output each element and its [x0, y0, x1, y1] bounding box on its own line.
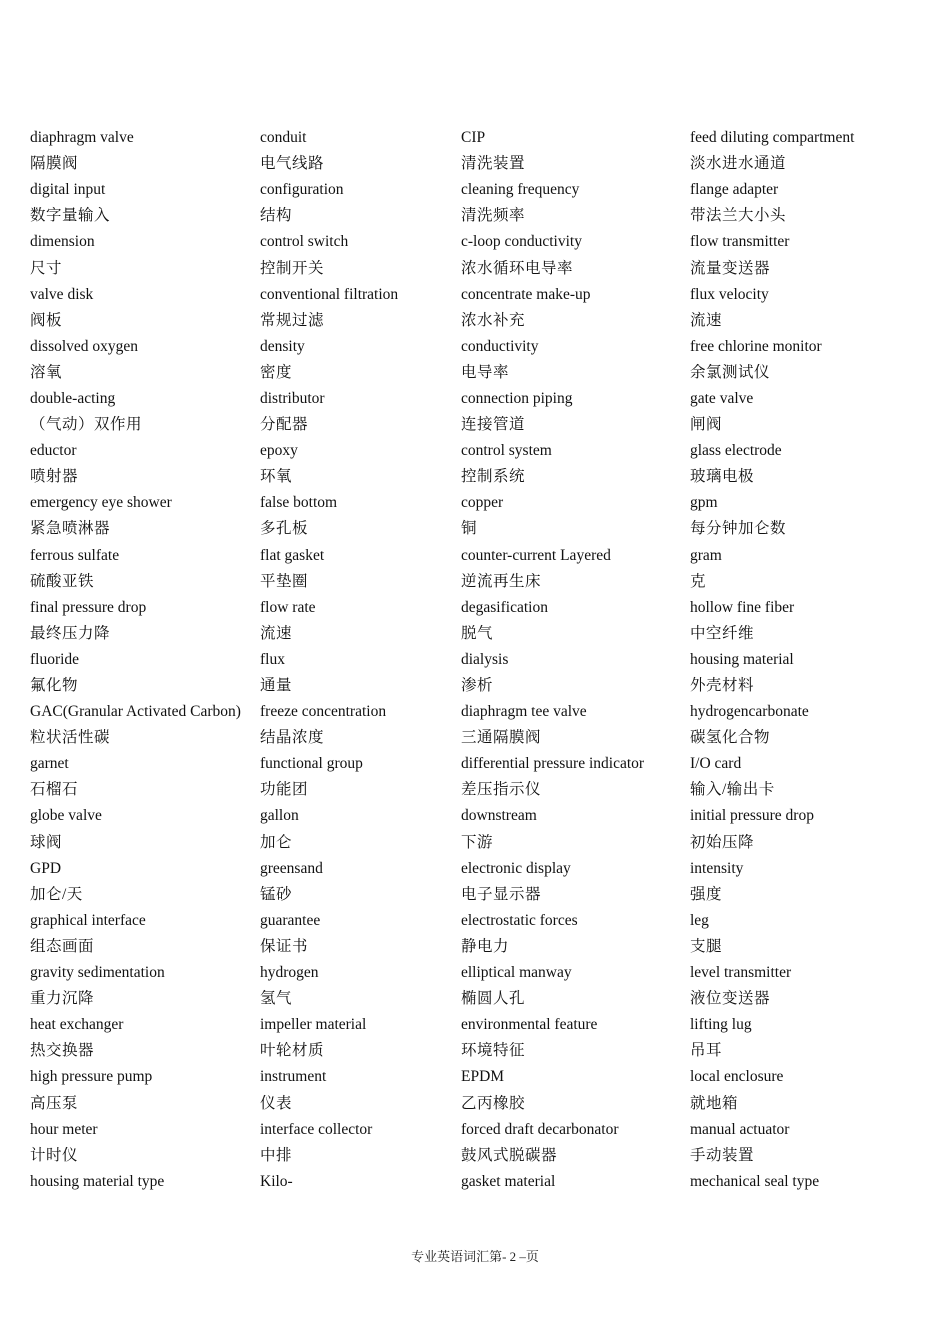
english-term: functional group — [260, 755, 363, 773]
english-term: gallon — [260, 807, 299, 825]
term-row-english — [30, 595, 930, 621]
term-row-chinese — [30, 569, 930, 595]
term-row-chinese — [30, 1090, 930, 1116]
chinese-translation: 流速 — [690, 311, 723, 329]
english-term: graphical interface — [30, 911, 146, 929]
english-term: cleaning frequency — [461, 181, 580, 199]
english-term: manual actuator — [690, 1120, 790, 1138]
english-term: distributor — [260, 389, 325, 407]
term-row-chinese — [30, 151, 930, 177]
term-row-chinese — [30, 673, 930, 699]
chinese-translation: 逆流再生床 — [461, 572, 542, 590]
chinese-translation: 常规过滤 — [260, 311, 325, 329]
term-row-english — [30, 803, 930, 829]
chinese-translation: 功能团 — [260, 781, 309, 799]
english-term: lifting lug — [690, 1016, 752, 1034]
term-row-english — [30, 856, 930, 882]
chinese-translation: 保证书 — [260, 937, 309, 955]
term-row-english — [30, 229, 930, 255]
english-term: glass electrode — [690, 442, 782, 460]
chinese-translation: 淡水进水通道 — [690, 155, 787, 173]
term-row-english — [30, 490, 930, 516]
english-term: flow transmitter — [690, 233, 790, 251]
chinese-translation: 溶氧 — [30, 363, 63, 381]
chinese-translation: 环境特征 — [461, 1042, 526, 1060]
term-row-chinese — [30, 255, 930, 281]
chinese-translation: 就地箱 — [690, 1094, 739, 1112]
chinese-translation: 吊耳 — [690, 1042, 723, 1060]
chinese-translation: 中排 — [260, 1146, 293, 1164]
english-term: flow rate — [260, 598, 316, 616]
page-footer: 专业英语词汇第- 2 –页 — [411, 1249, 539, 1264]
chinese-translation: 平垫圈 — [260, 572, 309, 590]
english-term: epoxy — [260, 442, 298, 460]
english-term: housing material — [690, 650, 794, 668]
chinese-translation: 加仑/天 — [30, 885, 83, 903]
chinese-translation: 输入/输出卡 — [690, 781, 775, 799]
english-term: housing material type — [30, 1172, 165, 1190]
chinese-translation: （气动）双作用 — [30, 416, 143, 434]
chinese-translation: 初始压降 — [690, 833, 755, 851]
term-row-english — [30, 1169, 930, 1195]
chinese-translation: 最终压力降 — [30, 624, 111, 642]
english-term: forced draft decarbonator — [461, 1120, 619, 1138]
term-row-english — [30, 1117, 930, 1143]
english-term: guarantee — [260, 911, 321, 929]
english-term: high pressure pump — [30, 1068, 153, 1086]
english-term: false bottom — [260, 494, 338, 512]
chinese-translation: 球阀 — [30, 833, 63, 851]
chinese-translation: 高压泵 — [30, 1094, 79, 1112]
english-term: EPDM — [461, 1068, 505, 1086]
term-row-chinese — [30, 882, 930, 908]
english-term: diaphragm valve — [30, 129, 134, 147]
english-term: flux — [260, 650, 285, 668]
english-term: copper — [461, 494, 504, 512]
term-row-chinese — [30, 464, 930, 490]
english-term: connection piping — [461, 389, 573, 407]
term-row-chinese — [30, 934, 930, 960]
chinese-translation: 尺寸 — [30, 259, 63, 277]
english-term: greensand — [260, 859, 323, 877]
term-row-english — [30, 177, 930, 203]
chinese-translation: 渗析 — [461, 677, 494, 695]
chinese-translation: 仪表 — [260, 1094, 293, 1112]
term-row-chinese — [30, 360, 930, 386]
english-term: gate valve — [690, 389, 754, 407]
term-row-chinese — [30, 308, 930, 334]
term-row-chinese — [30, 516, 930, 542]
english-term: conduit — [260, 129, 307, 147]
chinese-translation: 带法兰大小头 — [690, 207, 787, 225]
chinese-translation: 数字量输入 — [30, 207, 111, 225]
english-term: heat exchanger — [30, 1016, 124, 1034]
term-row-english — [30, 1064, 930, 1090]
chinese-translation: 清洗装置 — [461, 155, 526, 173]
english-term: electrostatic forces — [461, 911, 578, 929]
english-term: emergency eye shower — [30, 494, 172, 512]
english-term: I/O card — [690, 755, 742, 773]
english-term: interface collector — [260, 1120, 373, 1138]
english-term: flux velocity — [690, 285, 769, 303]
chinese-translation: 石榴石 — [30, 781, 79, 799]
chinese-translation: 电导率 — [461, 363, 510, 381]
term-row-english — [30, 699, 930, 725]
chinese-translation: 计时仪 — [30, 1146, 79, 1164]
term-row-chinese — [30, 986, 930, 1012]
chinese-translation: 控制系统 — [461, 468, 526, 486]
english-term: dimension — [30, 233, 95, 251]
chinese-translation: 克 — [690, 572, 707, 590]
chinese-translation: 结晶浓度 — [260, 729, 325, 747]
term-row-english — [30, 334, 930, 360]
chinese-translation: 乙丙橡胶 — [461, 1094, 526, 1112]
english-term: downstream — [461, 807, 537, 825]
chinese-translation: 阀板 — [30, 311, 63, 329]
chinese-translation: 外壳材料 — [690, 677, 755, 695]
english-term: hydrogen — [260, 964, 319, 982]
chinese-translation: 清洗频率 — [461, 207, 526, 225]
chinese-translation: 氟化物 — [30, 677, 79, 695]
chinese-translation: 余氯测试仪 — [690, 363, 771, 381]
chinese-translation: 浓水补充 — [461, 311, 526, 329]
term-row-chinese — [30, 412, 930, 438]
term-row-chinese — [30, 777, 930, 803]
chinese-translation: 每分钟加仑数 — [690, 520, 787, 538]
term-row-english — [30, 386, 930, 412]
chinese-translation: 粒状活性碳 — [30, 729, 111, 747]
english-term: flat gasket — [260, 546, 325, 564]
english-term: Kilo- — [260, 1172, 293, 1190]
english-term: digital input — [30, 181, 106, 199]
chinese-translation: 流速 — [260, 624, 293, 642]
term-row-english — [30, 125, 930, 151]
chinese-translation: 重力沉降 — [30, 990, 95, 1008]
chinese-translation: 热交换器 — [30, 1042, 95, 1060]
english-term: garnet — [30, 755, 69, 773]
vocabulary-grid — [30, 125, 930, 1195]
chinese-translation: 椭圆人孔 — [461, 990, 526, 1008]
english-term: level transmitter — [690, 964, 792, 982]
chinese-translation: 紧急喷淋器 — [30, 520, 111, 538]
chinese-translation: 环氧 — [260, 468, 293, 486]
english-term: dissolved oxygen — [30, 337, 139, 355]
chinese-translation: 叶轮材质 — [260, 1042, 325, 1060]
chinese-translation: 手动装置 — [690, 1146, 755, 1164]
english-term: differential pressure indicator — [461, 755, 645, 773]
chinese-translation: 连接管道 — [461, 416, 526, 434]
chinese-translation: 锰砂 — [260, 885, 293, 903]
english-term: freeze concentration — [260, 703, 387, 721]
english-term: initial pressure drop — [690, 807, 814, 825]
chinese-translation: 脱气 — [461, 624, 494, 642]
chinese-translation: 电子显示器 — [461, 885, 542, 903]
chinese-translation: 组态画面 — [30, 937, 95, 955]
english-term: feed diluting compartment — [690, 129, 855, 147]
english-term: conventional filtration — [260, 285, 399, 303]
chinese-translation: 通量 — [260, 677, 293, 695]
english-term: hollow fine fiber — [690, 598, 795, 616]
chinese-translation: 差压指示仪 — [461, 781, 542, 799]
english-term: gasket material — [461, 1172, 556, 1190]
english-term: GPD — [30, 859, 62, 877]
term-row-chinese — [30, 621, 930, 647]
english-term: electronic display — [461, 859, 571, 877]
english-term: counter-current Layered — [461, 546, 611, 564]
english-term: final pressure drop — [30, 598, 147, 616]
english-term: concentrate make-up — [461, 285, 591, 303]
term-row-english — [30, 543, 930, 569]
term-row-english — [30, 1012, 930, 1038]
english-term: CIP — [461, 129, 486, 147]
english-term: conductivity — [461, 337, 539, 355]
chinese-translation: 多孔板 — [260, 520, 309, 538]
english-term: local enclosure — [690, 1068, 784, 1086]
chinese-translation: 闸阀 — [690, 416, 723, 434]
english-term: eductor — [30, 442, 77, 460]
term-row-chinese — [30, 203, 930, 229]
chinese-translation: 中空纤维 — [690, 624, 755, 642]
english-term: hour meter — [30, 1120, 98, 1138]
chinese-translation: 静电力 — [461, 937, 510, 955]
term-row-chinese — [30, 1143, 930, 1169]
chinese-translation: 强度 — [690, 885, 723, 903]
english-term: intensity — [690, 859, 744, 877]
chinese-translation: 碳氢化合物 — [690, 729, 771, 747]
english-term: ferrous sulfate — [30, 546, 120, 564]
term-row-chinese — [30, 725, 930, 751]
english-term: density — [260, 337, 305, 355]
english-term: c-loop conductivity — [461, 233, 582, 251]
english-term: diaphragm tee valve — [461, 703, 587, 721]
english-term: gram — [690, 546, 722, 564]
chinese-translation: 液位变送器 — [690, 990, 771, 1008]
english-term: degasification — [461, 598, 548, 616]
term-row-english — [30, 282, 930, 308]
english-term: configuration — [260, 181, 344, 199]
term-row-chinese — [30, 830, 930, 856]
english-term: leg — [690, 911, 709, 929]
english-term: flange adapter — [690, 181, 779, 199]
chinese-translation: 加仑 — [260, 833, 293, 851]
english-term: valve disk — [30, 285, 94, 303]
english-term: impeller material — [260, 1016, 367, 1034]
english-term: control switch — [260, 233, 349, 251]
chinese-translation: 浓水循环电导率 — [461, 259, 574, 277]
english-term: globe valve — [30, 807, 102, 825]
english-term: instrument — [260, 1068, 327, 1086]
english-term: hydrogencarbonate — [690, 703, 809, 721]
chinese-translation: 流量变送器 — [690, 259, 771, 277]
chinese-translation: 控制开关 — [260, 259, 325, 277]
chinese-translation: 喷射器 — [30, 468, 79, 486]
english-term: mechanical seal type — [690, 1172, 820, 1190]
chinese-translation: 硫酸亚铁 — [30, 572, 95, 590]
term-row-chinese — [30, 1038, 930, 1064]
chinese-translation: 密度 — [260, 363, 293, 381]
term-row-english — [30, 751, 930, 777]
chinese-translation: 结构 — [260, 207, 293, 225]
chinese-translation: 隔膜阀 — [30, 155, 79, 173]
english-term: free chlorine monitor — [690, 337, 822, 355]
english-term: control system — [461, 442, 552, 460]
term-row-english — [30, 908, 930, 934]
chinese-translation: 三通隔膜阀 — [461, 729, 542, 747]
english-term: elliptical manway — [461, 964, 572, 982]
chinese-translation: 铜 — [461, 520, 478, 538]
english-term: GAC(Granular Activated Carbon) — [30, 703, 241, 721]
term-row-english — [30, 960, 930, 986]
chinese-translation: 氢气 — [260, 990, 293, 1008]
chinese-translation: 下游 — [461, 833, 494, 851]
term-row-english — [30, 647, 930, 673]
english-term: environmental feature — [461, 1016, 598, 1034]
term-row-english — [30, 438, 930, 464]
english-term: dialysis — [461, 650, 509, 668]
english-term: double-acting — [30, 389, 116, 407]
chinese-translation: 玻璃电极 — [690, 468, 755, 486]
chinese-translation: 支腿 — [690, 937, 723, 955]
chinese-translation: 分配器 — [260, 416, 309, 434]
chinese-translation: 鼓风式脱碳器 — [461, 1146, 558, 1164]
english-term: gravity sedimentation — [30, 964, 165, 982]
chinese-translation: 电气线路 — [260, 155, 325, 173]
english-term: gpm — [690, 494, 718, 512]
english-term: fluoride — [30, 650, 80, 668]
